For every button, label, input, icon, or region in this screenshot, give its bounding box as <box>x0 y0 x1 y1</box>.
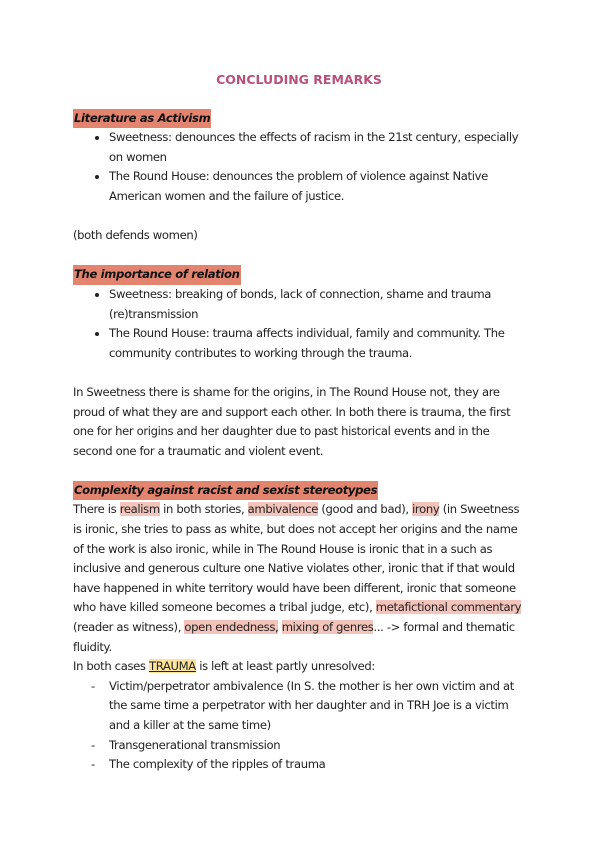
trauma-line <box>73 657 525 677</box>
list-item: • Sweetness: denounces the effects of racism in the 21st century, especially on women <box>109 128 525 167</box>
section-complexity <box>73 481 525 775</box>
paragraph <box>73 500 525 657</box>
page-title: CONCLUDING REMARKS <box>216 72 382 87</box>
list-item: • The Round House: trauma affects individual, family and community. The community contributes to working through the trauma. <box>109 324 525 363</box>
list-item: • Sweetness: breaking of bonds, lack of connection, shame and trauma (re)transmission <box>109 285 525 324</box>
text: In both cases <box>73 659 149 674</box>
section-heading: Complexity against racist and sexist stereotypes <box>73 481 378 501</box>
highlighted-term: ambivalence <box>247 502 318 517</box>
text: There is <box>73 502 120 517</box>
highlighted-term: irony <box>412 502 440 517</box>
section-heading: The importance of relation <box>73 265 241 285</box>
highlighted-term: mixing of genres <box>281 620 374 635</box>
list-item: - Transgenerational transmission <box>109 736 525 756</box>
section-literature-activism <box>73 109 525 266</box>
text: (reader as witness), <box>73 620 185 635</box>
text: (good and bad), <box>317 502 413 517</box>
paragraph: In Sweetness there is shame for the origins, in The Round House not, they are proud of what they are and support each other. In both there is trauma, the first one for her origins and her daughter due to past historical events and in the second one for a traumatic and violent event. <box>73 384 511 458</box>
text: (in Sweetness is ironic, she tries to pass as white, but does not accept her origins and the name of the work is also ironic, while in The Round House is ironic that in a such as inclusive and generous culture one Native violates other, ironic that if that would have happened in white territory would have been different, ironic that someone who have killed someone becomes a tribal judge, etc), <box>73 502 520 615</box>
list-item: • The Round House: denounces the problem of violence against Native American women and the failure of justice. <box>109 167 525 206</box>
highlighted-term: open endedness, <box>184 620 279 635</box>
trauma-keyword: TRAUMA <box>148 659 196 674</box>
document-page <box>73 70 525 775</box>
section-importance-relation <box>73 265 525 481</box>
highlighted-term: metafictional commentary <box>375 600 522 615</box>
section-heading: Literature as Activism <box>73 109 211 129</box>
highlighted-term: realism <box>119 502 160 517</box>
text: in both stories, <box>159 502 248 517</box>
note-text: (both defends women) <box>73 228 198 243</box>
list-item: - The complexity of the ripples of trauma <box>109 755 525 775</box>
text: ... -> formal and thematic fluidity. <box>73 620 515 654</box>
list-item: - Victim/perpetrator ambivalence (In S. the mother is her own victim and at the same time a perpetrator with her daughter and in TRH Joe is a victim and a killer at the same time) <box>109 677 525 736</box>
text: is left at least partly unresolved: <box>195 659 375 674</box>
